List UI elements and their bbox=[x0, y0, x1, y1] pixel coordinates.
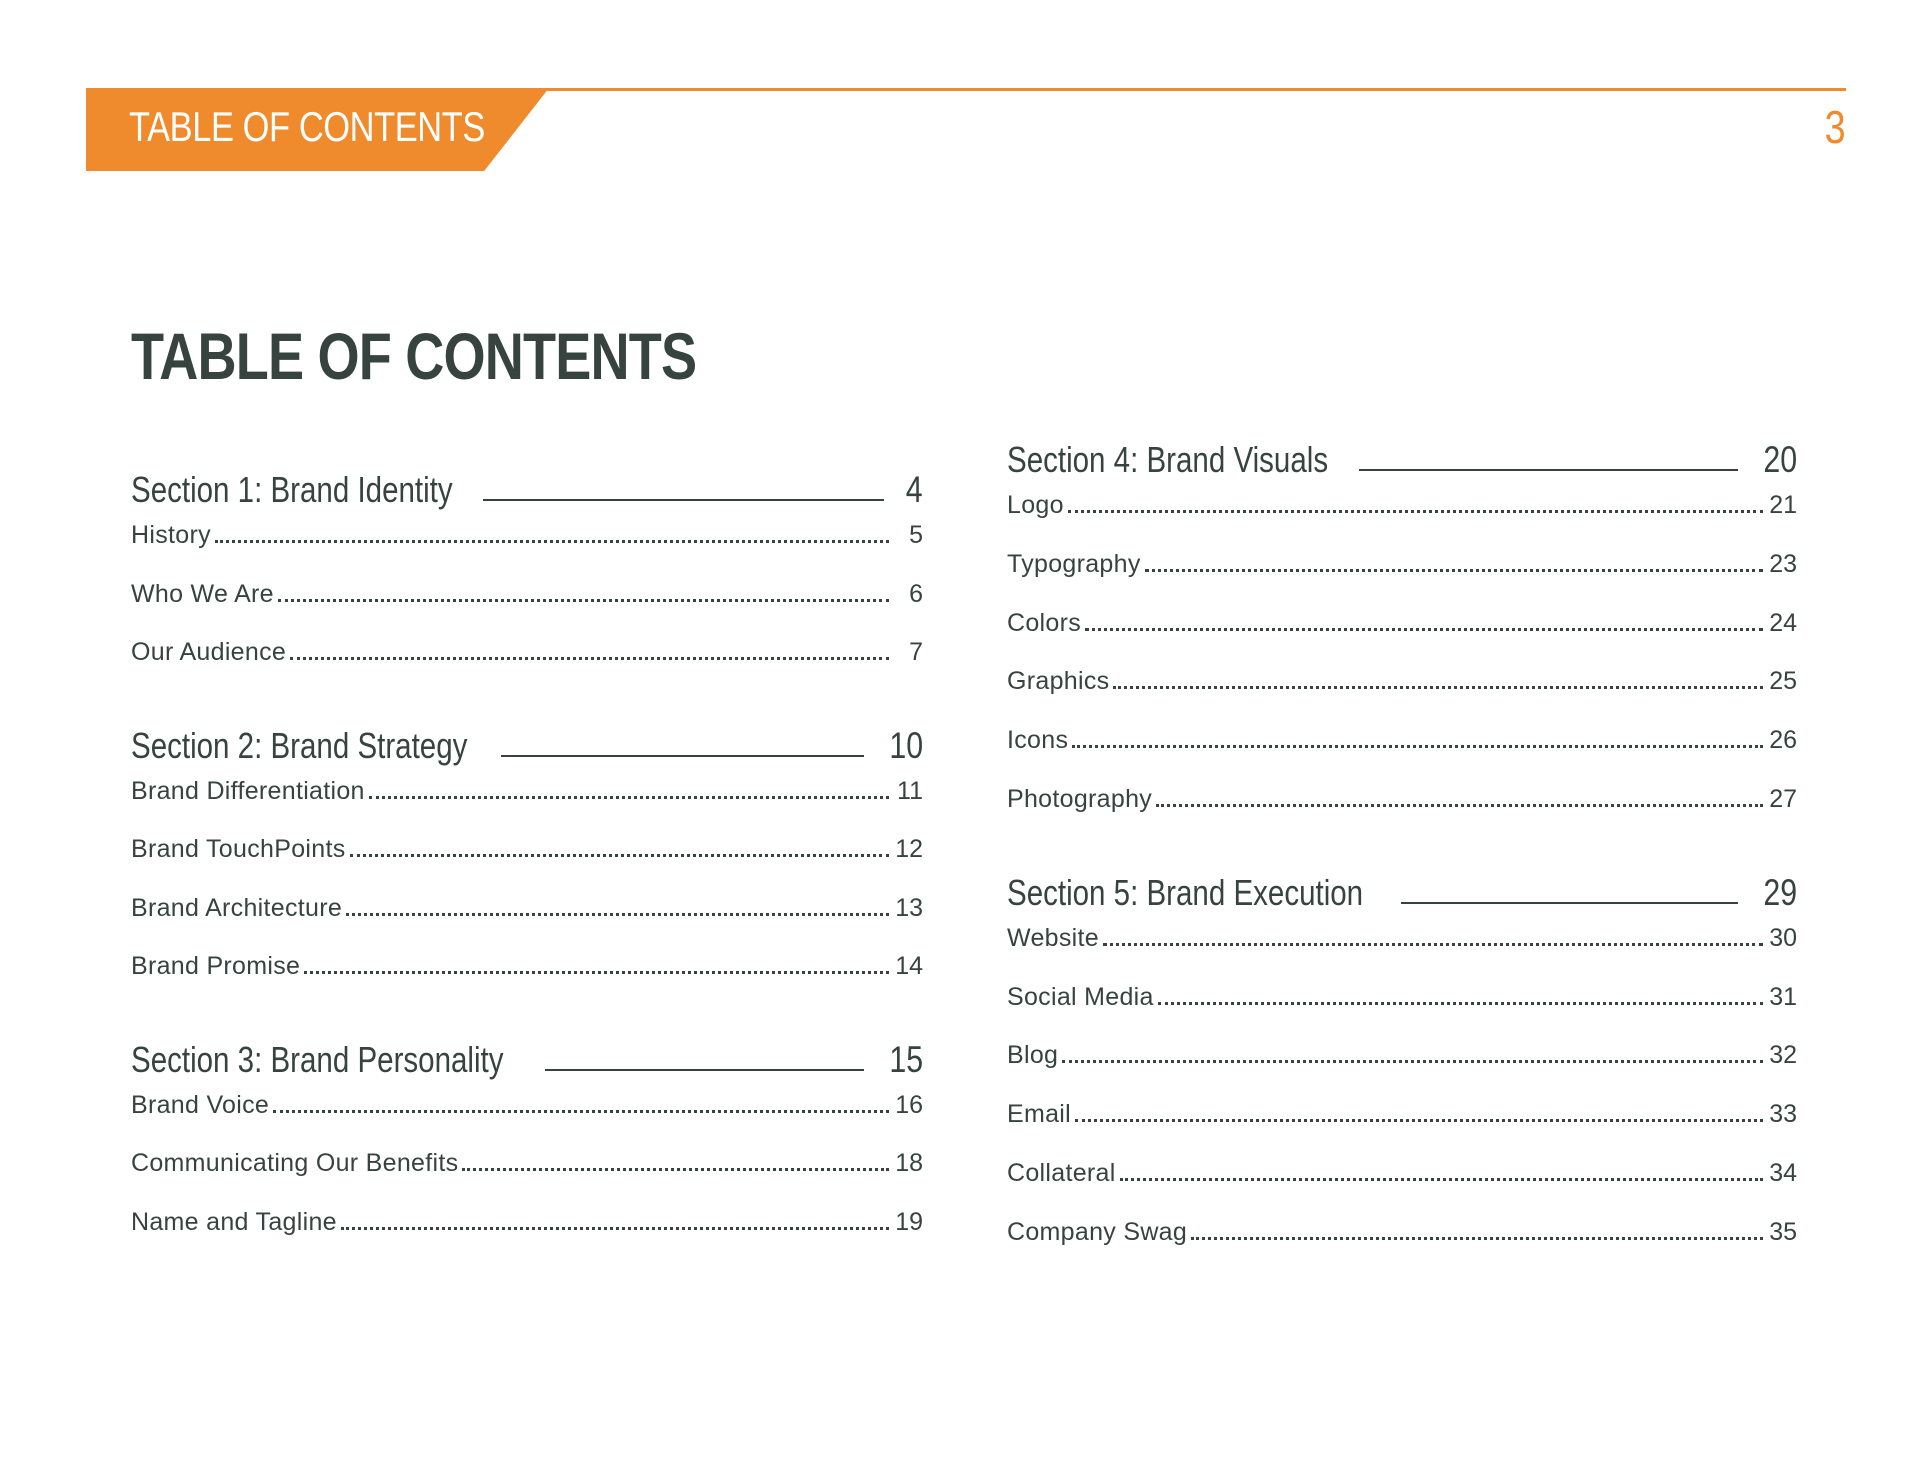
section-heading[interactable] bbox=[131, 1025, 923, 1081]
entry-page-number: 33 bbox=[1769, 1100, 1797, 1129]
section-page-number: 4 bbox=[906, 469, 923, 510]
dot-leader bbox=[304, 971, 889, 974]
dot-leader bbox=[369, 796, 889, 799]
header-title: TABLE OF CONTENTS bbox=[129, 103, 485, 150]
entry-page-number: 14 bbox=[895, 952, 923, 980]
toc-entry[interactable] bbox=[1007, 1159, 1797, 1218]
section-heading[interactable] bbox=[131, 711, 923, 767]
entry-label: Social Media bbox=[1007, 982, 1154, 1011]
entry-page-number: 32 bbox=[1769, 1041, 1797, 1070]
entry-page-number: 21 bbox=[1769, 491, 1797, 519]
entry-label: History bbox=[131, 521, 211, 549]
toc-entry[interactable] bbox=[131, 1091, 923, 1150]
section-page-number: 15 bbox=[889, 1038, 923, 1080]
section-page-number: 20 bbox=[1763, 439, 1797, 480]
section-rule bbox=[1401, 902, 1738, 904]
entry-page-number: 35 bbox=[1769, 1217, 1797, 1246]
toc-section bbox=[1007, 425, 1797, 844]
dot-leader bbox=[341, 1227, 889, 1230]
dot-leader bbox=[1075, 1119, 1763, 1122]
entry-page-number: 25 bbox=[1769, 667, 1797, 696]
entry-label: Typography bbox=[1007, 549, 1141, 578]
entry-page-number: 24 bbox=[1769, 608, 1797, 637]
toc-entry[interactable] bbox=[131, 894, 923, 953]
entry-label: Name and Tagline bbox=[131, 1207, 337, 1236]
dot-leader bbox=[1120, 1178, 1763, 1181]
section-heading[interactable] bbox=[1007, 425, 1797, 481]
entry-label: Brand Promise bbox=[131, 952, 301, 980]
entry-page-number: 6 bbox=[909, 579, 923, 608]
dot-leader bbox=[1156, 804, 1763, 807]
toc-right-column bbox=[1007, 425, 1797, 1291]
toc-section bbox=[131, 455, 923, 697]
dot-leader bbox=[1145, 569, 1763, 572]
section-title: Section 3: Brand Personality bbox=[131, 1038, 504, 1080]
entry-label: Brand Voice bbox=[131, 1090, 270, 1119]
entry-label: Who We Are bbox=[131, 579, 274, 608]
toc-section bbox=[131, 711, 923, 1011]
toc-entry[interactable] bbox=[131, 638, 923, 697]
toc-entry[interactable] bbox=[131, 1149, 923, 1208]
entry-label: Colors bbox=[1007, 608, 1082, 637]
dot-leader bbox=[1068, 510, 1763, 513]
section-rule bbox=[1359, 469, 1738, 471]
entry-label: Logo bbox=[1007, 491, 1064, 519]
section-heading[interactable] bbox=[131, 455, 923, 511]
entry-label: Blog bbox=[1007, 1041, 1059, 1070]
entry-label: Email bbox=[1007, 1100, 1072, 1129]
entry-page-number: 31 bbox=[1769, 982, 1797, 1011]
toc-section bbox=[1007, 858, 1797, 1277]
entry-page-number: 5 bbox=[909, 521, 923, 549]
dot-leader bbox=[1191, 1237, 1763, 1240]
toc-entry[interactable] bbox=[131, 952, 923, 1011]
entry-page-number: 34 bbox=[1769, 1158, 1797, 1187]
toc-entry[interactable] bbox=[1007, 550, 1797, 609]
entry-page-number: 27 bbox=[1769, 784, 1797, 813]
entry-page-number: 30 bbox=[1769, 923, 1797, 952]
toc-entry[interactable] bbox=[1007, 1100, 1797, 1159]
toc-entry[interactable] bbox=[131, 835, 923, 894]
toc-entry[interactable] bbox=[1007, 785, 1797, 844]
section-title: Section 1: Brand Identity bbox=[131, 469, 453, 510]
entry-page-number: 19 bbox=[895, 1207, 923, 1236]
dot-leader bbox=[1103, 943, 1763, 946]
toc-entry[interactable] bbox=[131, 521, 923, 580]
entry-page-number: 23 bbox=[1769, 549, 1797, 578]
entry-label: Website bbox=[1007, 923, 1099, 952]
section-title: Section 4: Brand Visuals bbox=[1007, 439, 1329, 480]
dot-leader bbox=[1085, 628, 1763, 631]
entry-page-number: 16 bbox=[895, 1090, 923, 1119]
entry-label: Graphics bbox=[1007, 667, 1110, 696]
toc-entry[interactable] bbox=[131, 580, 923, 639]
entry-page-number: 11 bbox=[897, 776, 923, 805]
toc-entry[interactable] bbox=[1007, 726, 1797, 785]
toc-entry[interactable] bbox=[1007, 983, 1797, 1042]
page-number: 3 bbox=[1825, 101, 1846, 153]
section-rule bbox=[545, 1069, 864, 1071]
page-title: TABLE OF CONTENTS bbox=[131, 319, 697, 393]
entry-label: Icons bbox=[1007, 726, 1069, 755]
toc-entry[interactable] bbox=[131, 1208, 923, 1267]
dot-leader bbox=[1113, 686, 1763, 689]
dot-leader bbox=[273, 1110, 889, 1113]
dot-leader bbox=[215, 540, 889, 543]
entry-label: Our Audience bbox=[131, 638, 287, 666]
section-page-number: 29 bbox=[1763, 871, 1797, 913]
dot-leader bbox=[1158, 1002, 1763, 1005]
toc-entry[interactable] bbox=[1007, 1218, 1797, 1277]
toc-left-column bbox=[131, 455, 923, 1280]
toc-entry[interactable] bbox=[1007, 1041, 1797, 1100]
entry-label: Company Swag bbox=[1007, 1217, 1188, 1246]
toc-entry[interactable] bbox=[1007, 924, 1797, 983]
toc-entry[interactable] bbox=[1007, 491, 1797, 550]
entry-page-number: 7 bbox=[909, 638, 923, 666]
entry-page-number: 12 bbox=[895, 835, 923, 863]
entry-label: Collateral bbox=[1007, 1158, 1116, 1187]
entry-label: Brand Differentiation bbox=[131, 776, 365, 805]
section-page-number: 10 bbox=[889, 724, 923, 766]
dot-leader bbox=[278, 599, 889, 602]
toc-entry[interactable] bbox=[131, 777, 923, 836]
dot-leader bbox=[1072, 745, 1763, 748]
entry-page-number: 13 bbox=[895, 893, 923, 922]
dot-leader bbox=[290, 657, 889, 660]
entry-page-number: 26 bbox=[1769, 726, 1797, 755]
section-rule bbox=[501, 755, 864, 757]
entry-label: Communicating Our Benefits bbox=[131, 1149, 459, 1177]
entry-label: Brand TouchPoints bbox=[131, 835, 346, 863]
dot-leader bbox=[346, 913, 889, 916]
entry-label: Photography bbox=[1007, 784, 1153, 813]
entry-label: Brand Architecture bbox=[131, 893, 343, 922]
dot-leader bbox=[1062, 1060, 1763, 1063]
section-title: Section 2: Brand Strategy bbox=[131, 724, 468, 766]
toc-entry[interactable] bbox=[1007, 609, 1797, 668]
section-rule bbox=[483, 499, 884, 501]
toc-section bbox=[131, 1025, 923, 1267]
dot-leader bbox=[350, 854, 890, 857]
toc-entry[interactable] bbox=[1007, 667, 1797, 726]
dot-leader bbox=[462, 1168, 889, 1171]
section-title: Section 5: Brand Execution bbox=[1007, 871, 1364, 913]
section-heading[interactable] bbox=[1007, 858, 1797, 914]
entry-page-number: 18 bbox=[895, 1149, 923, 1177]
